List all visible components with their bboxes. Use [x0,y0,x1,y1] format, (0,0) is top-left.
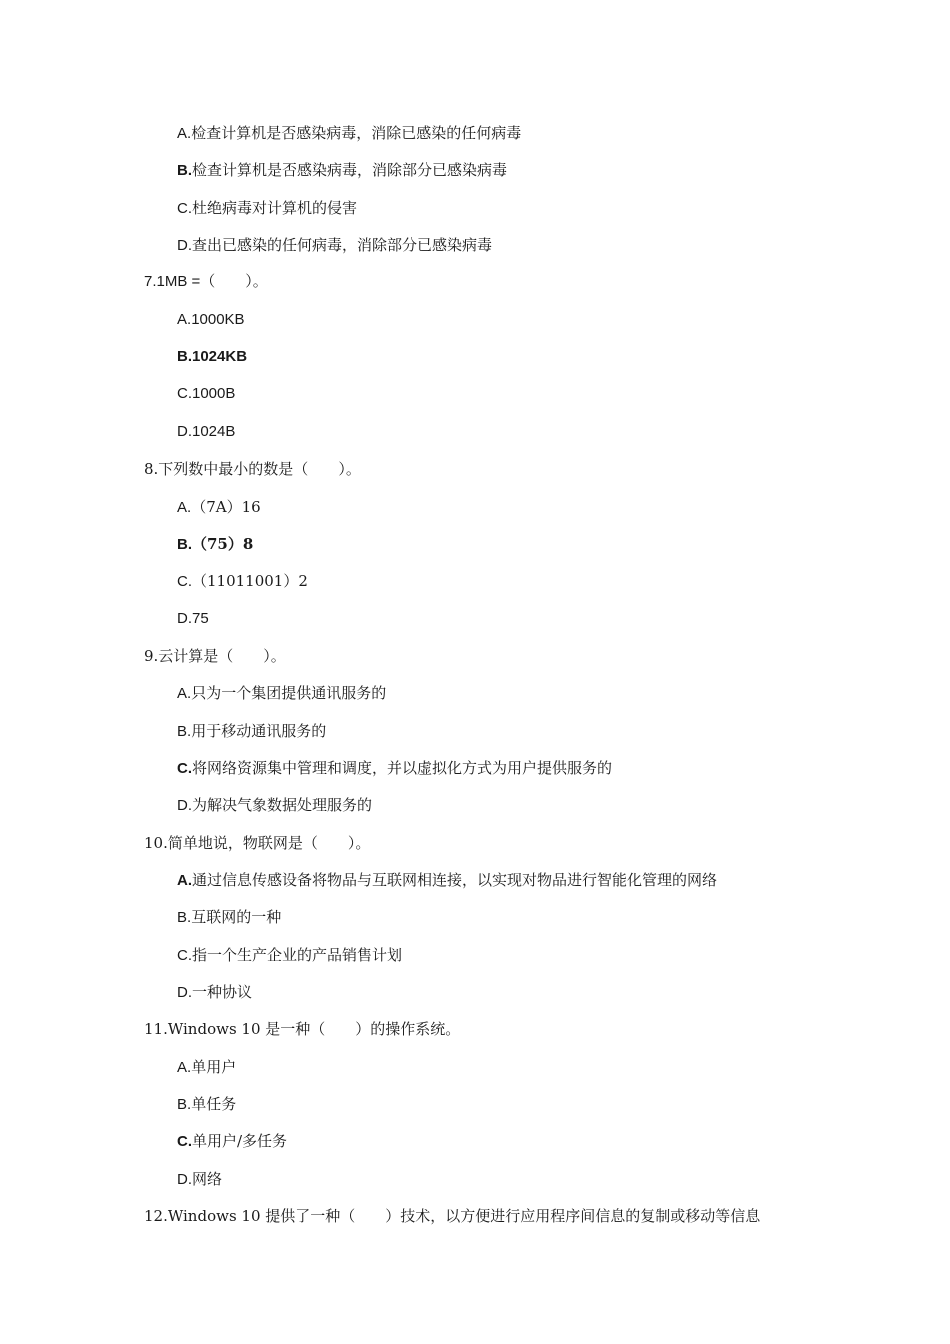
option-8c [177,571,308,592]
option-11a [177,1057,236,1078]
option-8d [177,609,209,629]
option-text: 互联网的一种 [191,908,282,926]
option-11c [177,1131,287,1152]
option-letter: B. [177,348,192,365]
question-11 [144,1019,460,1039]
option-6b [177,160,507,181]
option-11b [177,1094,236,1115]
question-8 [144,459,361,479]
option-letter: B. [177,1096,192,1113]
option-11d [177,1169,222,1190]
option-9b [177,721,326,742]
option-letter: C. [177,573,192,590]
option-text: 1024B [192,423,236,440]
option-text: 只为一个集团提供通讯服务的 [191,684,387,702]
option-7d [177,422,235,442]
option-text: 1000B [192,385,236,402]
option-text: 为解决气象数据处理服务的 [192,796,373,814]
question-text: 7.1MB =（ ）。 [144,273,268,290]
question-12 [144,1206,760,1226]
option-text: 杜绝病毒对计算机的侵害 [192,199,358,217]
option-letter: B. [177,536,192,553]
option-letter: A. [177,872,192,889]
option-6a [177,123,521,144]
option-letter: B. [177,909,192,926]
option-letter: D. [177,797,192,814]
option-letter: D. [177,423,192,440]
option-text: 单用户 [191,1058,237,1076]
option-text: 1000KB [191,311,245,328]
option-letter: B. [177,723,192,740]
option-9d [177,795,372,816]
option-8b [177,534,253,555]
option-7b [177,347,247,367]
option-text: 1024KB [192,348,248,365]
option-10a [177,870,717,891]
option-letter: C. [177,760,192,777]
option-text: 单用户/多任务 [192,1132,288,1150]
option-text: （11011001）2 [192,572,308,590]
option-9c [177,758,612,779]
option-text: 单任务 [191,1095,237,1113]
question-text: 10.简单地说，物联网是（ ）。 [144,834,371,852]
option-text: 一种协议 [192,983,253,1001]
option-7a [177,310,245,330]
option-letter: A. [177,685,192,702]
question-text: 8.下列数中最小的数是（ ）。 [144,460,361,478]
option-letter: A. [177,125,192,142]
option-text: 查出已感染的任何病毒，消除部分已感染病毒 [192,236,493,254]
question-text: 12.Windows 10 提供了一种（ ）技术，以方便进行应用程序间信息的复制或移动等信息 [144,1207,761,1225]
option-letter: C. [177,385,192,402]
option-7c [177,384,235,404]
option-text: 网络 [192,1170,223,1188]
option-letter: D. [177,610,192,627]
question-text: 11.Windows 10 是一种（ ）的操作系统。 [144,1020,461,1038]
option-6d [177,235,492,256]
option-text: （7A）16 [191,498,261,516]
option-letter: D. [177,984,192,1001]
option-text: 通过信息传感设备将物品与互联网相连接，以实现对物品进行智能化管理的网络 [192,871,718,889]
option-letter: A. [177,1059,192,1076]
option-6c [177,198,357,219]
option-text: 指一个生产企业的产品销售计划 [192,946,403,964]
option-10c [177,945,402,966]
option-letter: D. [177,1171,192,1188]
option-letter: A. [177,499,192,516]
option-letter: C. [177,947,192,964]
option-letter: B. [177,162,192,179]
option-letter: C. [177,200,192,217]
option-letter: D. [177,237,192,254]
question-9 [144,646,286,666]
option-10d [177,982,252,1003]
option-text: 将网络资源集中管理和调度，并以虚拟化方式为用户提供服务的 [192,759,613,777]
option-letter: A. [177,311,192,328]
option-text: 检查计算机是否感染病毒，消除部分已感染病毒 [192,161,508,179]
question-10 [144,833,370,853]
option-text: 75 [192,610,209,627]
option-text: （75）8 [192,535,254,553]
option-8a [177,497,261,518]
option-10b [177,907,281,928]
option-text: 用于移动通讯服务的 [191,722,327,740]
question-text: 9.云计算是（ ）。 [144,647,286,665]
option-letter: C. [177,1133,192,1150]
option-9a [177,683,386,704]
question-7 [144,272,268,292]
option-text: 检查计算机是否感染病毒，消除已感染的任何病毒 [191,124,522,142]
